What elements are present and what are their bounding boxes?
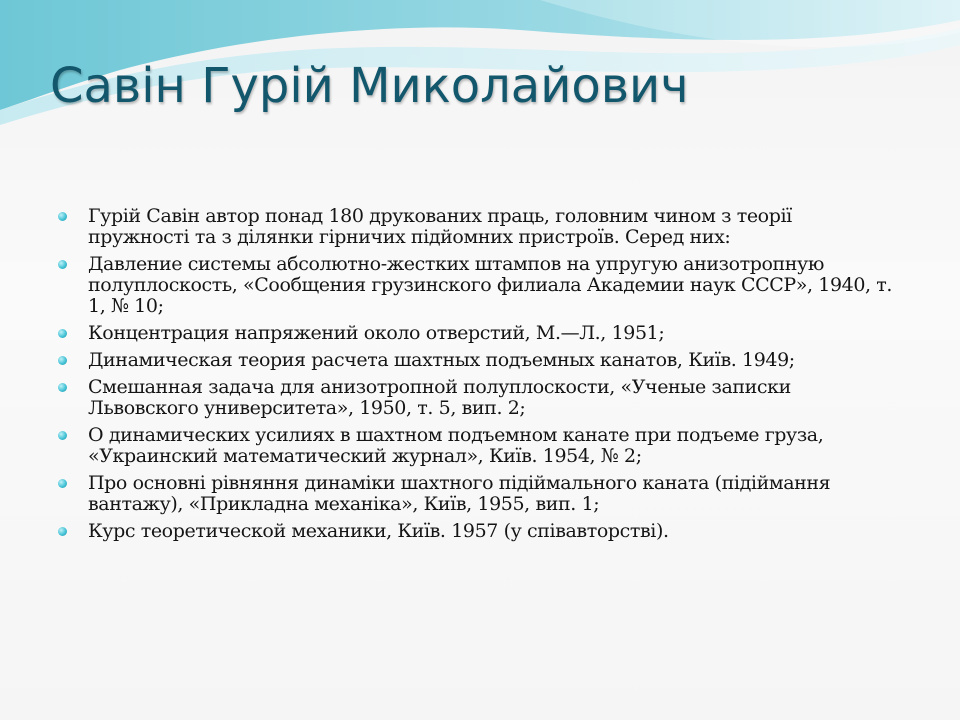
list-item-text: Динамическая теория расчета шахтных подъемных канатов, Київ. 1949; [88,349,795,371]
bullet-icon [58,383,67,392]
list-item [56,425,896,467]
list-item-text: Курс теоретической механики, Київ. 1957 (у співавторстві). [88,520,669,542]
list-item-text: О динамических усилиях в шахтном подъемном канате при подъеме груза, «Украинский математический журнал», Київ. 1954, № 2; [88,424,824,467]
list-item-text: Про основні рівняння динаміки шахтного підіймального каната (підіймання вантажу), «Прикладна механіка», Київ, 1955, вип. 1; [88,472,831,515]
bullet-icon [58,212,67,221]
list-item [56,206,896,248]
bullet-icon [58,527,67,536]
list-item [56,521,896,542]
list-item-text: Гурій Савін автор понад 180 друкованих праць, головним чином з теорії пружності та з ділянки гірничих підйомних пристроїв. Серед них: [88,205,792,248]
list-item [56,254,896,317]
bullet-icon [58,260,67,269]
list-item [56,473,896,515]
list-item [56,323,896,344]
slide-title: Савін Гурій Миколайович [50,58,689,114]
list-item-text: Давление системы абсолютно-жестких штампов на упругую анизотропную полуплоскость, «Сообщения грузинского филиала Академии наук СССР», 1940, т. 1, № 10; [88,253,893,317]
bullet-icon [58,329,67,338]
list-item-text: Концентрация напряжений около отверстий, М.—Л., 1951; [88,322,665,344]
list-item-text: Смешанная задача для анизотропной полуплоскости, «Ученые записки Львовского университета», 1950, т. 5, вип. 2; [88,376,791,419]
bullet-icon [58,431,67,440]
list-item [56,377,896,419]
bullet-list [56,206,896,548]
list-item [56,350,896,371]
bullet-icon [58,479,67,488]
bullet-icon [58,356,67,365]
